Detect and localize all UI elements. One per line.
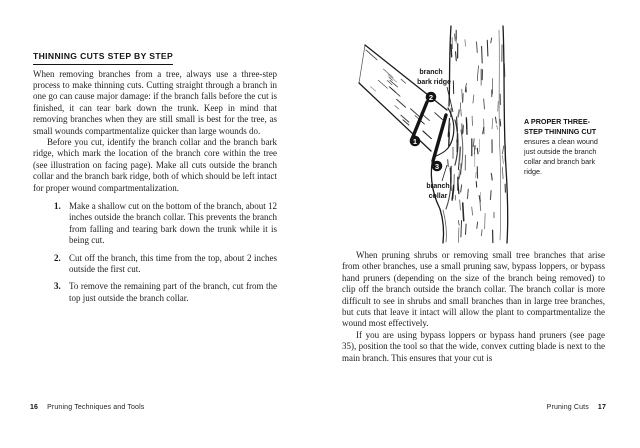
caption-body: ensures a clean wound just outside the branch collar and branch bark ridge. [524, 137, 598, 176]
page-number-left: 16 [30, 404, 39, 411]
caption-lead-in: A PROPER THREE-STEP THINNING CUT [524, 117, 597, 136]
step-text: Make a shallow cut on the bottom of the branch, about 12 inches outside the branch collar. This prevents the branch from falling and tearing bark down the trunk while it is being cut. [69, 200, 277, 246]
step-3-badge-number: 3 [434, 161, 440, 171]
collar-leader [442, 165, 447, 181]
list-item [33, 253, 277, 276]
step-number: 1. [54, 200, 61, 211]
right-page-footer [547, 404, 606, 411]
left-paragraph-2: Before you cut, identify the branch collar and the branch bark ridge, which mark the location of the branch core within the tree (see illustration on facing page). Make all cuts outside the branch collar and the branch bark ridge, both of which should be left intact for proper wound compartmentalization. [33, 136, 277, 193]
step-number: 2. [54, 252, 61, 263]
step-2-badge-number: 2 [428, 92, 434, 102]
bark-texture [448, 30, 506, 245]
three-step-cut-illustration [353, 16, 533, 252]
footer-section-right: Pruning Cuts [546, 404, 589, 411]
numbered-steps-list [33, 201, 277, 304]
illustration-caption [524, 117, 608, 177]
left-paragraph-1: When removing branches from a tree, always use a three-step process to make thinning cuts. Cutting straight through a branch in one go can cause major damage: if the branch falls before the cut is finished, it can tear bark down the trunk. Keep in mind that removing branches when they are still small is best for the tree, as small wounds compartmentalize quicker than large wounds do. [33, 68, 277, 136]
left-page-footer [30, 404, 144, 411]
step-number: 3. [54, 281, 61, 292]
cut-marks [412, 102, 446, 161]
collar-label-line2: collar [428, 193, 448, 200]
step-1-badge-number: 1 [412, 136, 418, 146]
list-item [33, 281, 277, 304]
tree-trunk-drawing [428, 26, 507, 243]
section-heading: THINNING CUTS STEP BY STEP [33, 51, 173, 65]
collar-label-line1: branch [426, 183, 450, 190]
page-number-right: 17 [597, 404, 606, 411]
right-paragraph-1: When pruning shrubs or removing small tree branches that arise from other branches, use a small pruning saw, bypass loppers, or bypass hand pruners (depending on the size of the branch being removed) to clip off the branch outside the branch collar. The branch collar is more difficult to see in shrubs and small branches than in large tree branches, but cuts that leave it intact will allow the plant to compartmentalize the wound most effectively. [342, 250, 605, 329]
right-paragraph-2: If you are using bypass loppers or bypass hand pruners (see page 35), position the tool so that the wide, convex cutting blade is next to the main branch. This ensures that your cut is [342, 329, 605, 363]
bark-ridge-label-line1: branch [419, 69, 443, 76]
step-text: Cut off the branch, this time from the top, about 2 inches outside the first cut. [69, 252, 277, 274]
step-text: To remove the remaining part of the branch, cut from the top just outside the branch collar. [69, 281, 277, 303]
left-page-column [33, 46, 277, 310]
bark-ridge-label-line2: bark ridge [417, 79, 451, 86]
right-page-column [342, 250, 605, 364]
list-item [33, 201, 277, 247]
footer-section-left: Pruning Techniques and Tools [47, 404, 145, 411]
